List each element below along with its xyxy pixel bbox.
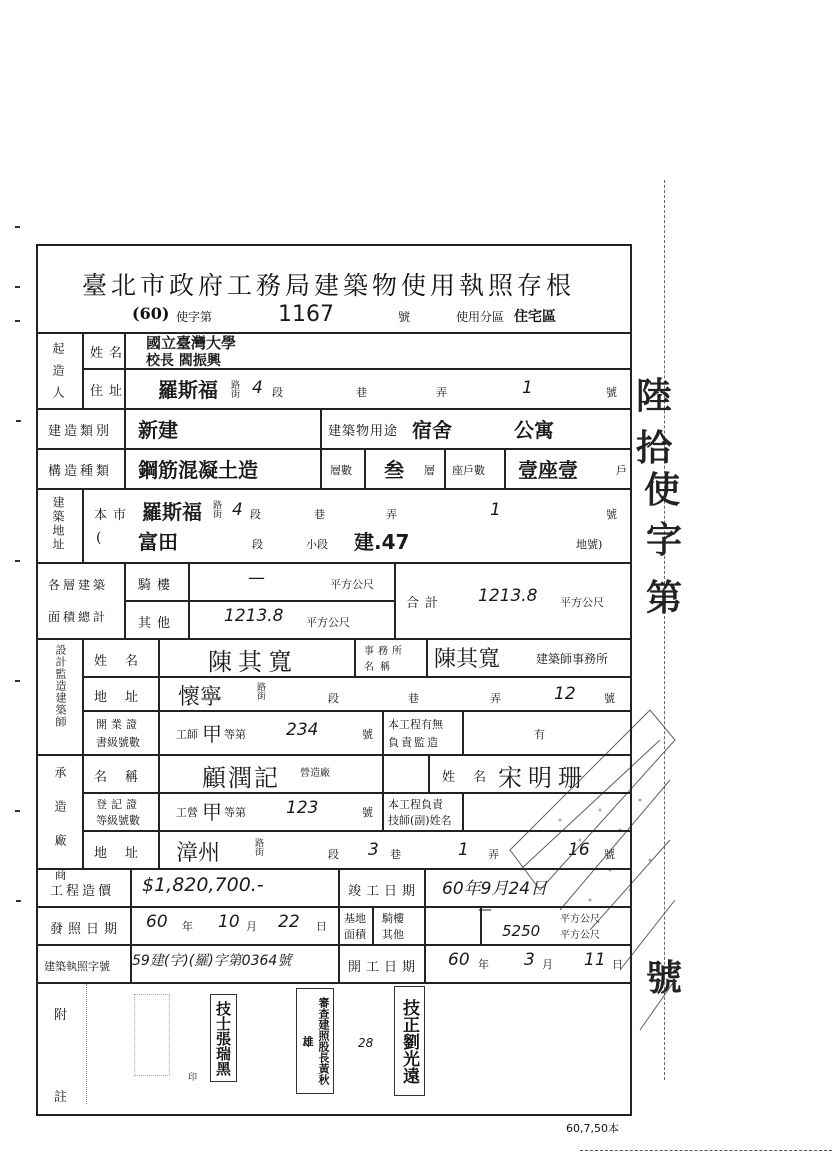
site-road-suffix: 路街 [211, 500, 221, 518]
scan-mark [15, 320, 20, 322]
contractor-address-label: 地址 [94, 846, 157, 861]
page-edge-line [580, 1150, 832, 1151]
total-unit: 平方公尺 [560, 596, 604, 609]
owner-name-line1: 國立臺灣大學 [146, 334, 237, 352]
area-label-2: 面積總計 [48, 610, 109, 624]
architect-road-suffix: 路街 [255, 682, 265, 700]
land-open-paren: ( [96, 530, 102, 546]
issue-year: 60 [146, 912, 168, 932]
site-city-label: 本市 [94, 508, 133, 523]
road-suffix: 路街 [229, 380, 239, 398]
reg-prefix: 工營 [176, 806, 198, 819]
office-suffix: 建築師事務所 [536, 652, 609, 666]
floors-label: 層數 [330, 464, 352, 477]
permit-number-suffix: 號 [398, 310, 411, 324]
project-label-b: 負責監造 [388, 736, 440, 749]
site-other-label: 其他 [382, 928, 404, 941]
contractor-section-label: 承造廠商 [53, 766, 67, 902]
form-title: 臺北市政府工務局建築物使用執照存根 [82, 271, 576, 300]
contractor-person: 宋明珊 [498, 764, 588, 792]
scan-mark [16, 420, 21, 422]
permit-number: 1167 [278, 302, 334, 327]
contractor-address-road: 漳州 [176, 841, 221, 866]
architect-address-label: 地址 [94, 690, 157, 705]
category-value: 新建 [138, 418, 178, 442]
arcade-label: 騎樓 [138, 578, 177, 593]
notes-label-bottom: 註 [54, 1090, 74, 1105]
scan-mark [15, 680, 20, 682]
site-other-unit: 平方公尺 [560, 930, 600, 941]
architect-lane-word: 巷 [408, 692, 419, 705]
seal-section-chief: 審查建照股長黃秋雄 [296, 988, 334, 1094]
owner-address-label: 住址 [90, 384, 129, 399]
units-value: 壹座壹 [518, 458, 578, 482]
start-month-word: 月 [542, 958, 553, 971]
contractor-section-word: 段 [328, 848, 339, 861]
arcade-value: — [248, 568, 265, 588]
start-year: 60 [448, 950, 470, 970]
scan-mark [16, 900, 21, 902]
start-label: 開工日期 [348, 960, 421, 975]
site-section-label: 建築地址 [51, 496, 65, 552]
contractor-name-suffix: 營造廠 [300, 768, 330, 779]
completion-label: 竣工日期 [348, 884, 421, 899]
zone-label: 使用分區 [456, 310, 505, 324]
reg-number: 123 [286, 798, 319, 818]
other-value: 1213.8 [224, 606, 284, 626]
license-label-b: 書級號數 [96, 736, 140, 749]
owner-address-road: 羅斯福 [158, 378, 218, 402]
units-label: 座戶數 [452, 464, 485, 477]
contractor-person-label: 姓名 [442, 770, 505, 785]
total-value: 1213.8 [478, 586, 538, 606]
permit-form [36, 244, 632, 1116]
license-grade: 甲 [202, 722, 222, 746]
total-label: 合計 [406, 596, 445, 611]
site-section-word: 段 [250, 508, 261, 521]
start-day-word: 日 [612, 958, 623, 971]
site-alley-word: 弄 [386, 508, 397, 521]
structure-label: 構造種類 [48, 464, 113, 479]
license-suffix: 號 [362, 728, 373, 741]
office-label-b: 名稱 [364, 662, 396, 673]
land-suffix: 地號) [576, 538, 603, 551]
section-word: 段 [272, 386, 283, 399]
print-code: 60,7,50本 [566, 1122, 619, 1135]
issue-label: 發照日期 [50, 922, 123, 937]
owner-name-label: 姓名 [90, 346, 129, 361]
side-glyph: 第 [646, 577, 683, 619]
number-word: 號 [606, 386, 617, 399]
other-label: 其他 [138, 616, 177, 631]
scan-mark [15, 226, 20, 228]
zone-value: 住宅區 [514, 309, 556, 325]
side-glyph: 使 [644, 469, 681, 511]
seal-technician: 技士張瑞黑 [210, 994, 237, 1082]
contractor-name: 顧潤記 [202, 764, 280, 792]
site-arcade-unit: 平方公尺 [560, 914, 600, 925]
side-glyph: 陸 [636, 375, 673, 417]
reg-mid: 等第 [224, 806, 246, 819]
arcade-unit: 平方公尺 [330, 578, 374, 591]
start-day: 11 [584, 950, 606, 970]
permit-number-type: 使字第 [176, 310, 213, 324]
engineer-label-b: 技師(副)姓名 [388, 814, 452, 827]
permit-value: 59建(字)(羅)字第0364號 [132, 953, 292, 969]
use-label: 建築物用途 [328, 424, 399, 439]
architect-alley-word: 弄 [490, 692, 501, 705]
start-year-word: 年 [478, 958, 489, 971]
owner-name-line2: 校長 閻振興 [146, 353, 221, 369]
architect-address-road: 懷寧 [178, 685, 223, 710]
seal-senior-technician: 技正劉光遠 [394, 986, 425, 1096]
site-area-label-b: 面積 [344, 928, 366, 941]
contractor-alley-word: 弄 [488, 848, 499, 861]
area-label-1: 各層建築 [48, 578, 109, 592]
architect-name: 陳其寬 [208, 648, 298, 676]
land-section-word: 段 [252, 538, 263, 551]
license-mid: 等第 [224, 728, 246, 741]
permit-number-prefix: (60) [132, 304, 170, 323]
land-area: 富田 [138, 530, 178, 554]
license-number: 234 [286, 720, 319, 740]
project-label-a: 本工程有無 [388, 718, 443, 731]
architect-name-label: 姓名 [94, 654, 157, 669]
contractor-address-number: 16 [568, 840, 590, 860]
other-unit: 平方公尺 [306, 616, 350, 629]
permit-label: 建築執照字號 [44, 960, 110, 973]
site-number-word: 號 [606, 508, 617, 521]
cost-label: 工程造價 [50, 884, 115, 899]
issue-month: 10 [218, 912, 240, 932]
contractor-lane-word: 巷 [390, 848, 401, 861]
owner-section-label: 起造人 [51, 342, 65, 408]
scan-mark [15, 286, 20, 288]
license-label-a: 開業證 [96, 718, 141, 731]
reg-grade: 甲 [202, 800, 222, 824]
contractor-road-suffix: 路街 [253, 838, 263, 856]
side-glyph: 字 [646, 519, 683, 561]
contractor-name-label: 名稱 [94, 770, 157, 785]
issue-day-word: 日 [316, 920, 327, 933]
contractor-number-word: 號 [604, 848, 615, 861]
ref-number: 28 [358, 1036, 374, 1050]
side-glyph: 拾 [636, 427, 673, 469]
site-other-value: 5250 [502, 922, 541, 940]
project-value: 有 [534, 728, 545, 741]
structure-value: 鋼筋混凝土造 [138, 458, 258, 482]
owner-address-section: 4 [252, 378, 263, 398]
alley-word: 弄 [436, 386, 447, 399]
side-glyph: 號 [646, 957, 683, 999]
site-arcade-label: 騎樓 [382, 912, 404, 925]
owner-address-number: 1 [522, 378, 533, 398]
notes-label-top: 附 [54, 1008, 74, 1023]
issue-day: 22 [278, 912, 300, 932]
site-section-num: 4 [232, 500, 243, 520]
reg-label-a: 登記證 [96, 798, 141, 811]
license-prefix: 工師 [176, 728, 198, 741]
engineer-label-a: 本工程負責 [388, 798, 443, 811]
use-value: 宿舍 [412, 418, 452, 442]
site-area-label-a: 基地 [344, 912, 366, 925]
office-label-a: 事務所 [364, 646, 406, 657]
floors-unit: 層 [424, 464, 435, 477]
use-value-2: 公寓 [514, 418, 554, 442]
site-arcade-value: — [478, 902, 492, 918]
lane-word: 巷 [356, 386, 367, 399]
faint-stamp [134, 994, 170, 1076]
office-value: 陳其寬 [434, 647, 501, 672]
issue-year-word: 年 [182, 920, 193, 933]
architect-number-word: 號 [604, 692, 615, 705]
completion-value: 60年9月24日 [442, 879, 548, 899]
reg-label-b: 等級號數 [96, 814, 140, 827]
start-month: 3 [524, 950, 535, 970]
issue-month-word: 月 [246, 920, 257, 933]
architect-section-label: 設計監造建築師 [54, 644, 67, 728]
contractor-address-alley: 1 [458, 840, 469, 860]
seal-mark: 印 [188, 1073, 198, 1083]
land-subsection-word: 小段 [306, 538, 328, 551]
land-lot: 建.47 [354, 530, 410, 554]
scan-mark [15, 810, 20, 812]
reg-suffix: 號 [362, 806, 373, 819]
units-unit: 戶 [616, 464, 627, 477]
site-number: 1 [490, 500, 501, 520]
category-label: 建造類別 [48, 424, 113, 439]
site-road: 羅斯福 [142, 500, 202, 524]
contractor-address-lane: 3 [368, 840, 379, 860]
architect-address-number: 12 [554, 684, 576, 704]
architect-section-word: 段 [328, 692, 339, 705]
scan-mark [15, 560, 20, 562]
site-lane-word: 巷 [314, 508, 325, 521]
cost-value: $1,820,700.- [142, 874, 264, 896]
floors-value: 叁 [384, 458, 404, 482]
